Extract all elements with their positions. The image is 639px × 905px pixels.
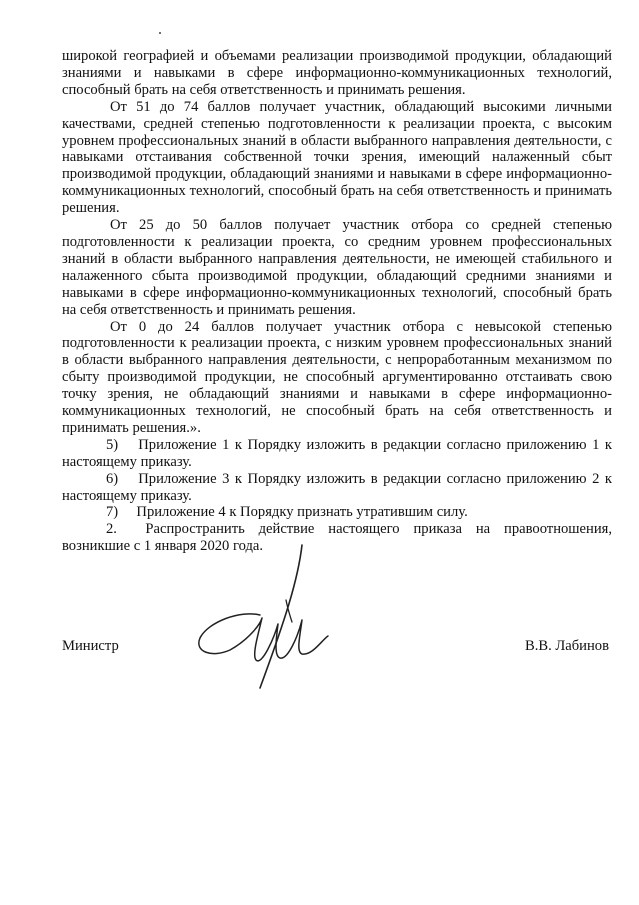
paragraph-51-74-points: От 51 до 74 баллов получает участник, обладающий высокими личными качествами, средней степенью подготовленности к реализации проекта, с высоким уровнем профессиональных знаний в области выбранного направления деятельности, с навыками отстаивания собственной точки зрения, имеющий налаженный сбыт производимой продукции, обладающий знаниями и навыками в сфере информационно-коммуникационных технологий, способный брать на себя ответственность и принимать решения.: [62, 98, 612, 217]
paragraph-continuation: широкой географией и объемами реализации производимой продукции, обладающий знаниями и навыками в сфере информационно-коммуникационных технологий, способный брать на себя ответственность и принимать решения.: [62, 48, 612, 98]
list-item-5: 5) Приложение 1 к Порядку изложить в редакции согласно приложению 1 к настоящему приказу.: [62, 436, 612, 470]
document-body: [62, 48, 612, 555]
signatory-position: Министр: [62, 638, 119, 654]
handwritten-signature: [190, 540, 350, 700]
signatory-name: В.В. Лабинов: [524, 638, 609, 654]
scan-speck: [159, 32, 161, 34]
list-item-7: 7) Приложение 4 к Порядку признать утратившим силу.: [106, 504, 468, 521]
clause-2: 2. Распространить действие настоящего приказа на правоотношения, возникшие с 1 января 2020 года.: [62, 521, 612, 555]
paragraph-25-50-points: От 25 до 50 баллов получает участник отбора со средней степенью подготовленности к реализации проекта, со средним уровнем профессиональных знаний в области выбранного направления деятельности, не имеющей стабильного и налаженного сбыта производимой продукции, обладающий средними знаниями и навыками в сфере информационно-коммуникационных технологий, способный брать на себя ответственность и принимать решения.: [62, 217, 612, 318]
paragraph-0-24-points: От 0 до 24 баллов получает участник отбора с невысокой степенью подготовленности к реализации проекта, с низким уровнем профессиональных знаний в области выбранного направления деятельности, с непроработанным механизмом по сбыту производимой продукции, не способный аргументированно отстаивать свою точку зрения, не обладающий знаниями и навыками в сфере информационно-коммуникационных технологий, не способный брать на себя ответственность и принимать решения.».: [62, 318, 612, 436]
list-item-6: 6) Приложение 3 к Порядку изложить в редакции согласно приложению 2 к настоящему приказу.: [62, 470, 612, 504]
